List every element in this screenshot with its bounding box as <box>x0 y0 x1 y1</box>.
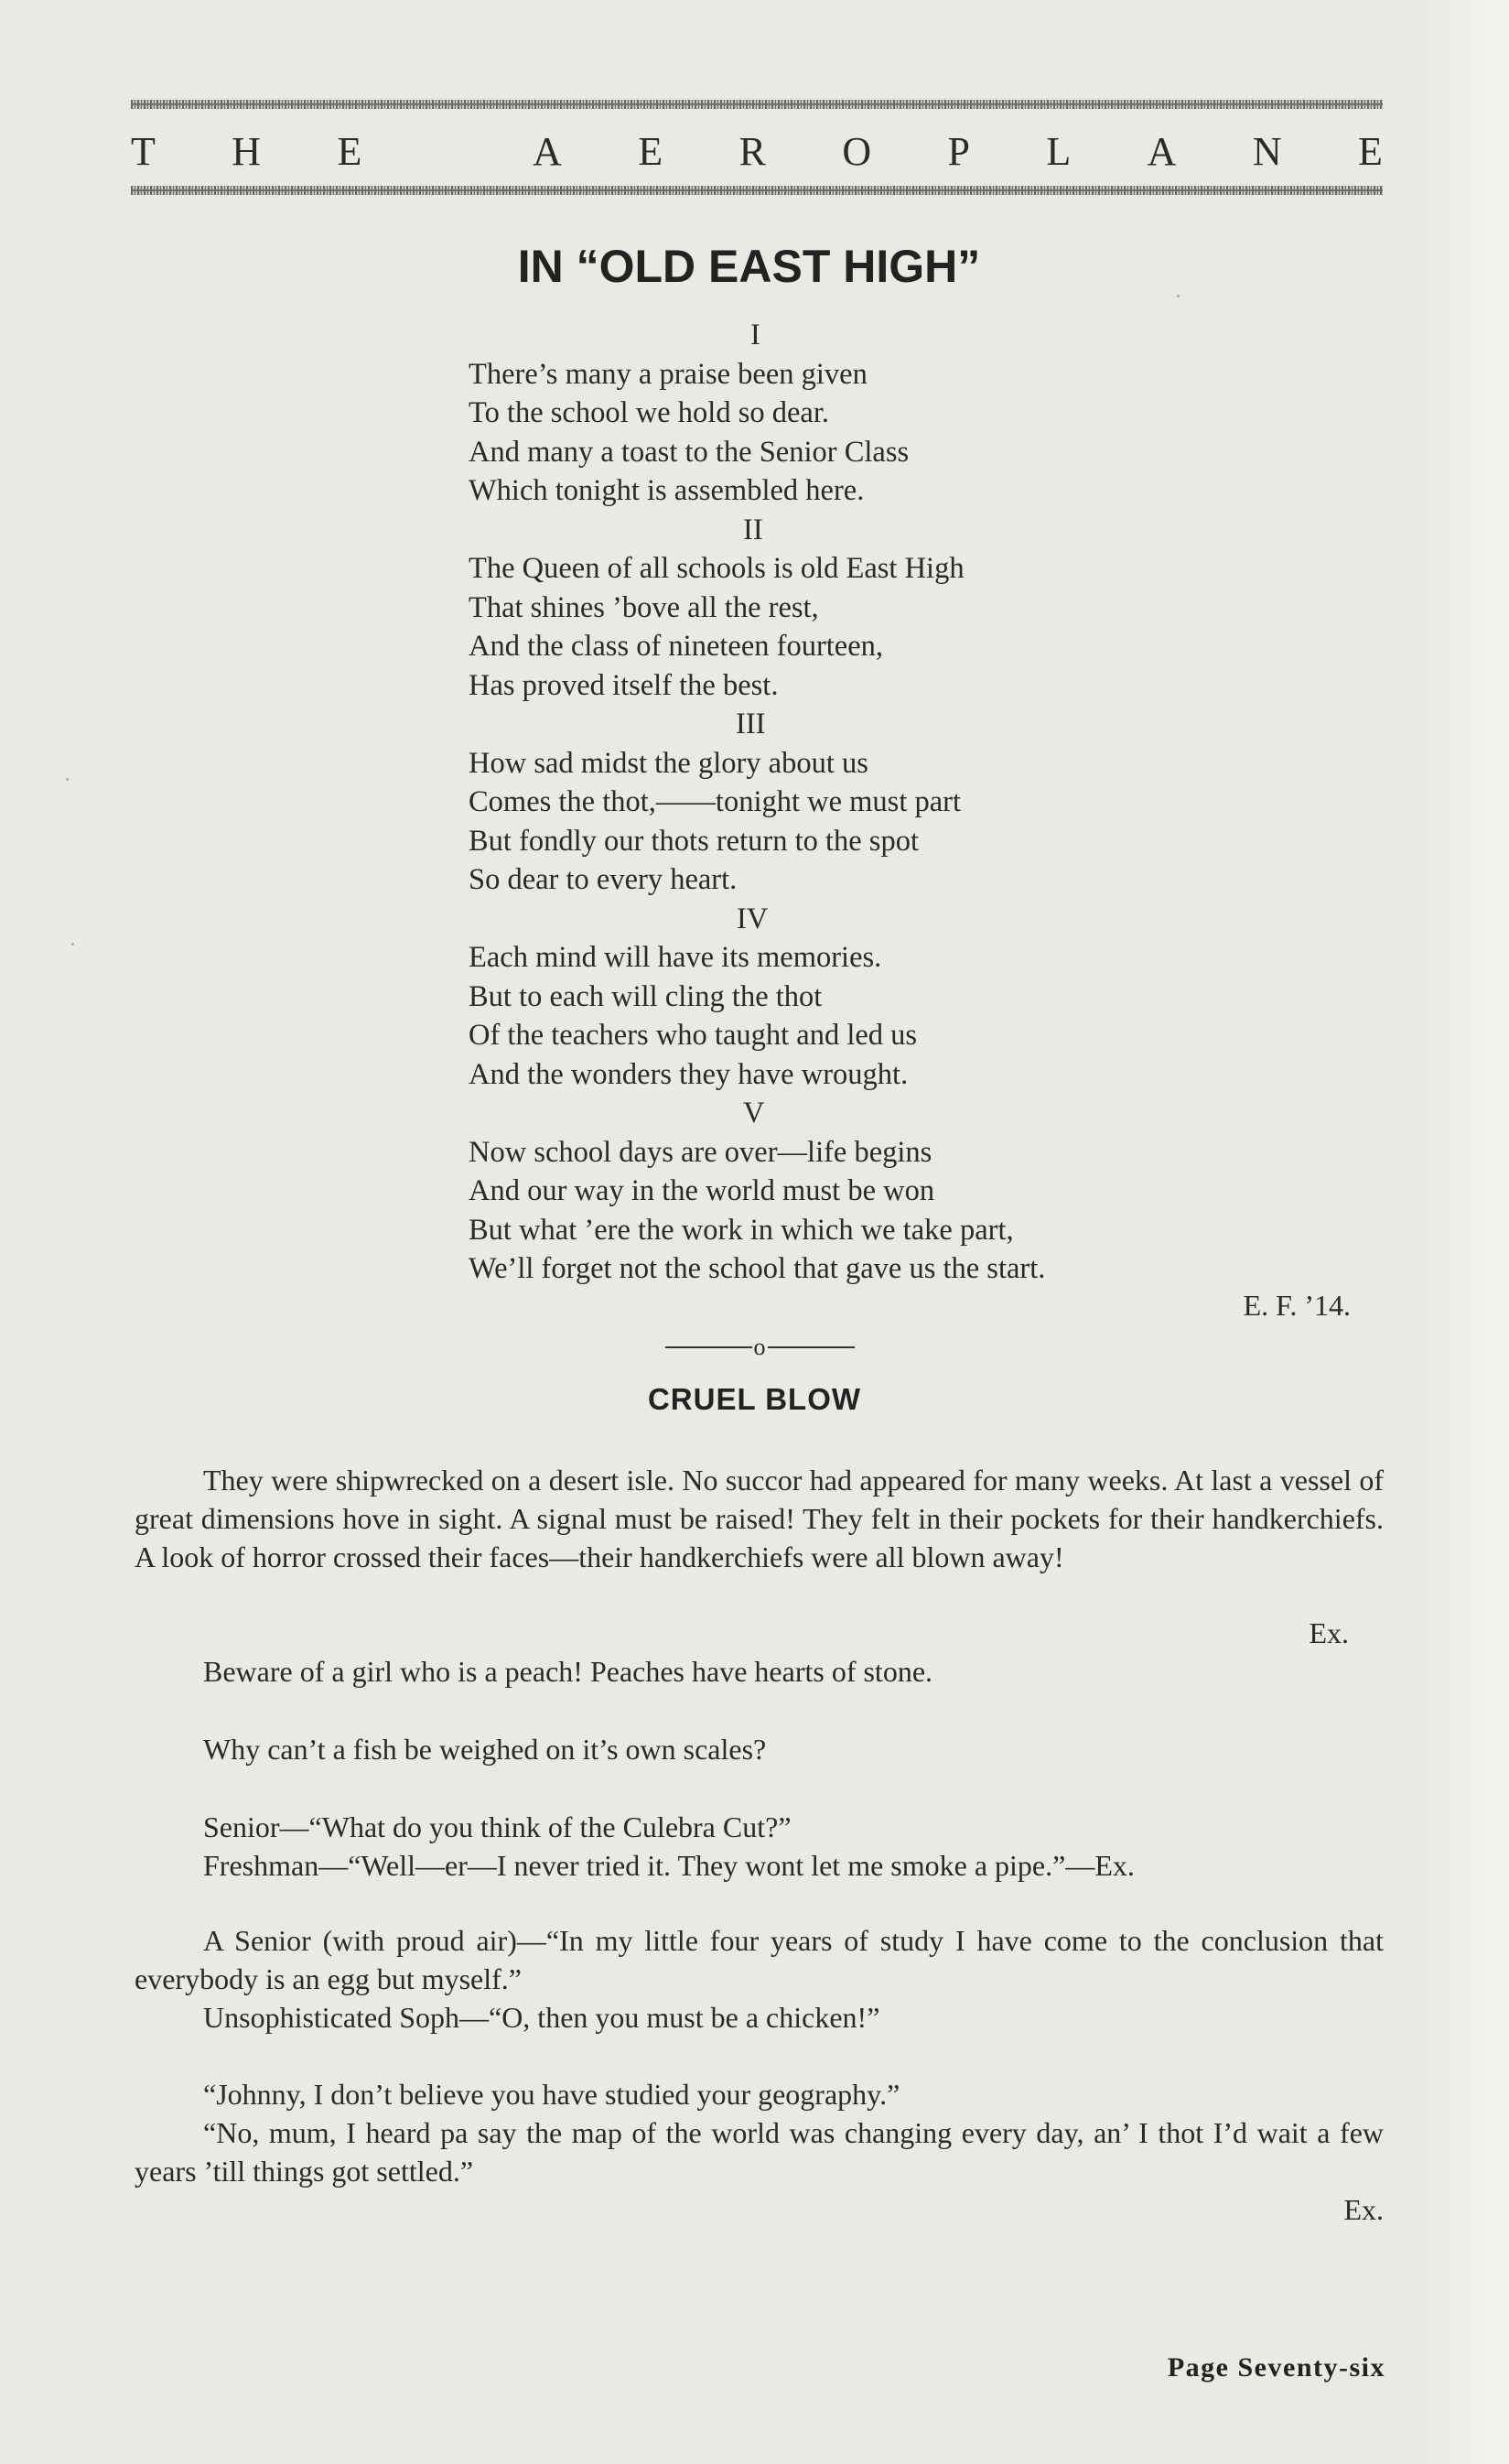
dialogue-senior: Senior—“What do you think of the Culebra Cut?” <box>203 1810 792 1843</box>
masthead-letter: E <box>337 128 362 174</box>
poem-line: Each mind will have its memories. <box>469 941 882 974</box>
poem-line: But to each will cling the thot <box>469 979 823 1013</box>
poem-line: To the school we hold so dear. <box>469 396 829 429</box>
dialogue-freshman: Freshman—“Well—er—I never tried it. They wont let me smoke a pipe.”—Ex. <box>203 1849 1135 1882</box>
poem-title: IN “OLD EAST HIGH” <box>517 241 981 292</box>
masthead-letter: H <box>232 128 262 174</box>
masthead-letter: A <box>1147 128 1177 174</box>
paper-speck <box>66 778 69 781</box>
masthead-bottom-rule <box>131 186 1383 195</box>
poem-line: Now school days are over—life begins <box>469 1135 932 1169</box>
poem-line: But what ’ere the work in which we take part, <box>469 1213 1014 1247</box>
masthead-letter: A <box>533 128 562 174</box>
stanza-numeral: V <box>743 1097 765 1129</box>
poem-line: There’s many a praise been given <box>469 357 868 391</box>
dialogue-johnny-question: “Johnny, I don’t believe you have studied your geography.” <box>203 2078 900 2111</box>
section-separator: o <box>650 1332 869 1359</box>
poem-line: But fondly our thots return to the spot <box>469 824 919 858</box>
stanza-numeral: II <box>743 513 763 546</box>
poem-line: That shines ’bove all the rest, <box>469 590 819 624</box>
masthead-letter: R <box>738 128 766 174</box>
poem-line: Of the teachers who taught and led us <box>469 1019 918 1052</box>
poem-line: So dear to every heart. <box>469 863 738 896</box>
dialogue-senior-air: A Senior (with proud air)—“In my little four years of study I have come to the conclusion that everybody is an egg but myself.” <box>135 1924 1384 1995</box>
source-ex: Ex. <box>1309 1616 1349 1649</box>
poem-line: Has proved itself the best. <box>469 668 779 702</box>
masthead-letter: P <box>947 128 970 174</box>
masthead-letter: O <box>842 128 872 174</box>
paragraph-peach: Beware of a girl who is a peach! Peaches have hearts of stone. <box>203 1655 933 1688</box>
stanza-numeral: III <box>736 708 766 740</box>
masthead-letter: N <box>1252 128 1282 174</box>
dialogue-soph: Unsophisticated Soph—“O, then you must be a chicken!” <box>203 2001 880 2034</box>
paragraph-fish: Why can’t a fish be weighed on it’s own scales? <box>203 1733 767 1766</box>
poem-body <box>469 316 1347 1289</box>
masthead-top-rule <box>131 100 1383 109</box>
source-ex: Ex. <box>1343 2193 1384 2226</box>
paper-speck <box>71 943 74 946</box>
masthead-letter: T <box>131 128 156 174</box>
poem-line: And many a toast to the Senior Class <box>469 435 910 469</box>
poem-line: Comes the thot,——tonight we must part <box>469 785 962 818</box>
paragraph-cruel-blow: They were shipwrecked on a desert isle. No succor had appeared for many weeks. At last a vessel of great dimensions hove in sight. A signal must be raised! They felt in their pockets for their handkerchiefs. A look of horror crossed their faces—their handkerchiefs were all blown away! <box>135 1464 1384 1573</box>
masthead-letter: L <box>1046 128 1072 174</box>
dialogue-johnny-answer: “No, mum, I heard pa say the map of the world was changing every day, an’ I thot I’d wait a few years ’till things got settled.” <box>135 2116 1384 2188</box>
poem-line: Which tonight is assembled here. <box>469 474 865 507</box>
stanza-numeral: IV <box>737 902 769 935</box>
poem-line: The Queen of all schools is old East High <box>469 552 965 585</box>
page-number: Page Seventy-six <box>1167 2352 1385 2383</box>
section-heading: CRUEL BLOW <box>647 1382 862 1416</box>
poem-line: And the class of nineteen fourteen, <box>469 630 884 663</box>
masthead-letter: E <box>1358 128 1383 174</box>
stanza-numeral: I <box>750 319 760 351</box>
masthead-letter: E <box>638 128 663 174</box>
poem-line: How sad midst the glory about us <box>469 746 868 780</box>
poem-signature: E. F. ’14. <box>1243 1289 1351 1322</box>
masthead <box>131 128 1383 174</box>
poem-line: And our way in the world must be won <box>469 1174 935 1207</box>
paper-speck <box>1177 295 1180 297</box>
poem-line: We’ll forget not the school that gave us the start. <box>469 1252 1046 1285</box>
poem-line: And the wonders they have wrought. <box>469 1057 909 1091</box>
